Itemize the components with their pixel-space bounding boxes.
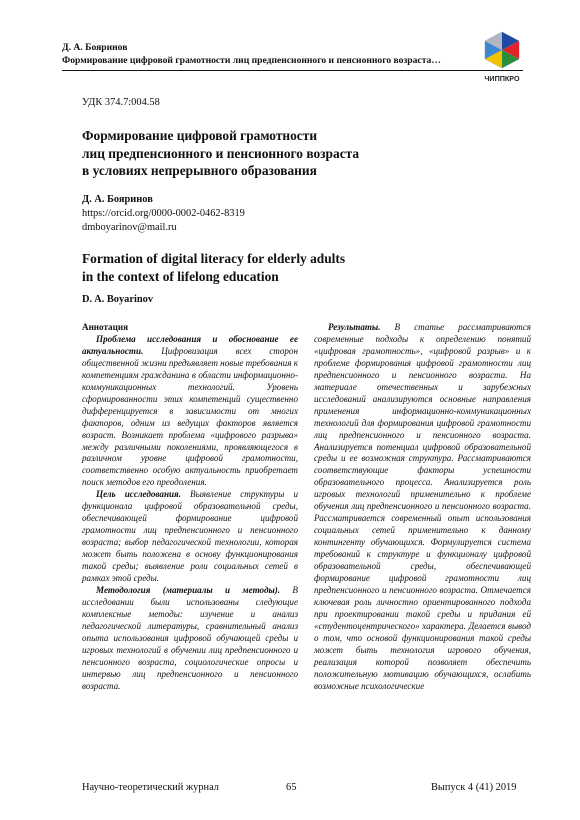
title-en-line: Formation of digital literacy for elderly adults <box>82 251 346 266</box>
abstract-heading: Аннотация <box>82 322 128 332</box>
paragraph-label: Проблема исследования и обоснование ее актуальности. <box>82 333 298 356</box>
paragraph-label: Результаты. <box>328 322 381 332</box>
title-ru-line: в условиях непрерывного образования <box>82 163 317 178</box>
abstract-paragraph <box>82 489 298 585</box>
running-author: Д. А. Бояринов <box>62 42 128 53</box>
issue-info: Выпуск 4 (41) 2019 <box>431 782 517 793</box>
abstract-paragraph <box>82 334 298 489</box>
abstract-right-column <box>314 322 531 693</box>
article-title-en <box>82 250 482 285</box>
title-ru-line: Формирование цифровой грамотности <box>82 128 318 143</box>
running-title: Формирование цифровой грамотности лиц предпенсионного и пенсионного возраста… <box>62 55 441 66</box>
paragraph-label: Цель исследования. <box>96 489 182 500</box>
journal-logo <box>474 28 530 86</box>
paragraph-text: Выявление структуры и функционала цифровой образовательной среды, обеспечивающей формирование цифровой грамотности лиц предпенсионного и пенсионного возраста; выбор педагогической технологии, которая может быть положена в основу функционирования такой среды; выявление роли социальных сетей в рамках этой среды. <box>82 489 298 584</box>
abstract-paragraph <box>314 322 531 693</box>
paragraph-text: Цифровизация всех сторон общественной жизни предъявляет новые требования к компетенциям гражданина в области информационно-коммуникационных технологий. Уровень сформированности этих компетенций существенно дифференцируется в зависимости от многих факторов, одним из ведущих факторов является возраст. Возникает проблема «цифрового разрыва» между различными поколениями, проявляющегося в различном уровне цифровой грамотности, соответственно особую актуальность приобретает поиск методов его преодоления. <box>82 345 298 488</box>
journal-name: Научно-теоретический журнал <box>82 782 219 793</box>
abstract-left-column <box>82 322 298 693</box>
author-en: D. A. Boyarinov <box>82 294 154 305</box>
logo-text: ЧИППКРО <box>484 74 520 83</box>
email-link[interactable]: dmboyarinov@mail.ru <box>82 222 177 233</box>
paragraph-text: В исследовании были использованы следующие комплексные методы: изучение и анализ педагогической литературы, сравнительный анализ опыта использования цифровой обучающей среды и игровых технологий в обучении лиц предпенсионного и пенсионного возраста, социологические опросы и интервью лиц предпенсионного и пенсионного возраста. <box>82 584 298 691</box>
logo-emblem-icon <box>474 28 530 86</box>
page-number: 65 <box>286 782 297 793</box>
orcid-link[interactable]: https://orcid.org/0000-0002-0462-8319 <box>82 208 245 219</box>
abstract-paragraph <box>82 585 298 693</box>
udc-code: УДК 374.7:004.58 <box>82 97 160 108</box>
author-ru: Д. А. Бояринов <box>82 194 153 205</box>
header-rule <box>62 70 523 71</box>
article-title-ru <box>82 127 482 180</box>
paragraph-text: В статье рассматриваются современные подходы к определению понятий «цифровая грамотность», «цифровой разрыв» и к проблеме формирования цифровой грамотности лиц предпенсионного и пенсионного возраста. На материале отечественных и зарубежных исследований анализируются основные направления применения информационно-коммуникационных технологий для формирования цифровой грамотности лиц предпенсионного и пенсионного возраста. Анализируется потенциал цифровой образовательной среды и ее возможная структура. Рассматриваются соответствующие факторы успешности образовательного процесса. Анализируется роль игровых технологий применительно к проблеме обучения лиц предпенсионного и пенсионного возраста. Рассматривается современный опыт использования социальных сетей применительно к данному контингенту обучающихся. Формулируется система требований к структуре и функционалу цифровой образовательной среды, обеспечивающей формирование цифровой грамотности лиц предпенсионного и пенсионного возраста. Отмечается ключевая роль личностно ориентированного подхода при проектировании такой среды и придания ей «студентоцентрического» характера. Делается вывод о том, что основой функционирования такой среды может быть технология игрового обучения, реализация которой позволяет обеспечить положительную мотивацию обучающихся, ослабить возможные психологические <box>314 322 531 691</box>
title-ru-line: лиц предпенсионного и пенсионного возраста <box>82 145 360 161</box>
title-en-line: in the context of lifelong education <box>82 268 279 284</box>
paragraph-label: Методология (материалы и методы). <box>96 584 281 595</box>
